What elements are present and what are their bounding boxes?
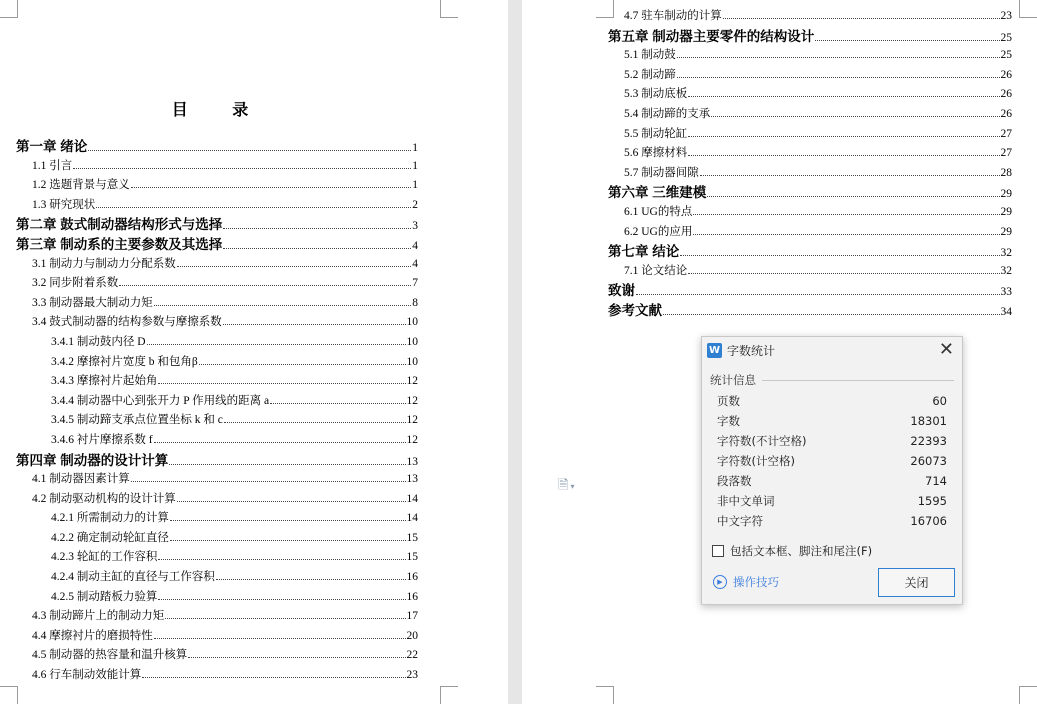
toc-entry[interactable]	[16, 529, 418, 549]
toc-entry-page: 33	[1000, 286, 1012, 299]
toc-entry-page: 34	[1000, 305, 1012, 318]
play-icon: ▶	[713, 575, 727, 589]
stat-value: 16706	[910, 514, 947, 528]
toc-dot-leader	[147, 344, 406, 345]
toc-dot-leader	[815, 40, 999, 41]
toc-dot-leader	[693, 234, 999, 235]
toc-entry[interactable]	[608, 66, 1012, 86]
toc-entry-page: 13	[406, 473, 418, 486]
document-options-button[interactable]	[558, 476, 574, 498]
toc-entry-title: 3.4.4 制动器中心到张开力 P 作用线的距离 a	[51, 394, 270, 407]
toc-entry-title: 4.2.4 制动主缸的直径与工作容积	[51, 571, 215, 584]
toc-entry[interactable]	[16, 372, 418, 392]
toc-dot-leader	[154, 305, 412, 306]
toc-entry[interactable]	[16, 470, 418, 490]
toc-entry[interactable]	[16, 255, 418, 275]
toc-entry-title: 3.4 鼓式制动器的结构参数与摩擦系数	[32, 316, 222, 329]
toc-entry[interactable]	[16, 627, 418, 647]
toc-entry-page: 29	[1000, 205, 1012, 218]
toc-entry-title: 5.2 制动蹄	[624, 68, 676, 81]
toc-entry-title: 1.2 选题背景与意义	[32, 179, 130, 192]
toc-dot-leader	[177, 266, 412, 267]
stat-row	[717, 391, 947, 411]
crop-mark	[440, 0, 458, 18]
toc-entry-title: 第六章 三维建模	[608, 185, 707, 201]
toc-entry-title: 3.4.2 摩擦衬片宽度 b 和包角β	[51, 355, 198, 368]
stats-list	[717, 391, 947, 531]
toc-entry[interactable]	[608, 125, 1012, 145]
toc-entry[interactable]	[16, 451, 418, 471]
toc-entry-page: 23	[1000, 10, 1012, 22]
toc-entry-title: 1.1 引言	[32, 159, 73, 172]
toc-entry-page: 4	[412, 257, 418, 270]
toc-entry[interactable]	[608, 27, 1012, 47]
toc-entry[interactable]	[16, 607, 418, 627]
toc-entry-page: 25	[1000, 31, 1012, 44]
toc-entry-page: 16	[406, 590, 418, 603]
toc-dot-leader	[663, 314, 1000, 315]
toc-entry-page: 10	[406, 355, 418, 368]
toc-entry[interactable]	[16, 568, 418, 588]
toc-dot-leader	[636, 294, 1000, 295]
toc-entry-page: 1	[412, 179, 418, 192]
toc-dot-leader	[688, 273, 999, 274]
toc-dot-leader	[88, 150, 411, 151]
stat-value: 22393	[910, 434, 947, 448]
toc-entry-page: 29	[1000, 225, 1012, 238]
stat-row	[717, 431, 947, 451]
toc-entry-page: 10	[406, 335, 418, 348]
toc-entry-page: 29	[1000, 188, 1012, 201]
toc-entry-page: 17	[406, 610, 418, 623]
toc-entry-title: 第二章 鼓式制动器结构形式与选择	[16, 217, 223, 233]
dialog-title: 字数统计	[727, 343, 776, 358]
toc-entry-page: 1	[412, 142, 418, 154]
toc-dot-leader	[165, 618, 405, 619]
toc-entry[interactable]	[608, 203, 1012, 223]
toc-entry-page: 20	[406, 629, 418, 642]
stat-label: 字数	[717, 414, 740, 428]
toc-entry[interactable]	[16, 235, 418, 255]
close-button[interactable]: 关闭	[878, 568, 955, 597]
toc-entry-title: 致谢	[608, 283, 635, 299]
toc-dot-leader	[142, 677, 405, 678]
toc-dot-leader	[711, 116, 999, 117]
toc-entry-page: 4	[412, 239, 418, 252]
toc-entry-title: 6.1 UG的特点	[624, 205, 693, 218]
toc-entry[interactable]	[16, 215, 418, 235]
toc-dot-leader	[158, 599, 405, 600]
toc-entry-title: 3.3 制动器最大制动力矩	[32, 296, 153, 309]
crop-mark	[1019, 0, 1037, 18]
toc-entry-page: 2	[412, 198, 418, 211]
toc-entry-title: 5.7 制动器间隙	[624, 166, 699, 179]
toc-entry-page: 32	[1000, 264, 1012, 277]
toc-entry-title: 4.7 驻车制动的计算	[624, 10, 722, 22]
toc-entry-title: 3.2 同步附着系数	[32, 277, 119, 290]
toc-entry[interactable]	[608, 85, 1012, 105]
toc-entry-title: 1.3 研究现状	[32, 198, 96, 211]
toc-dot-leader	[158, 559, 405, 560]
stat-value: 26073	[910, 454, 947, 468]
toc-dot-leader	[199, 364, 406, 365]
toc-entry[interactable]	[16, 431, 418, 451]
toc-entry-page: 26	[1000, 68, 1012, 81]
toc-entry[interactable]	[16, 313, 418, 333]
toc-entry-title: 5.4 制动蹄的支承	[624, 107, 711, 120]
toc-dot-leader	[188, 657, 405, 658]
toc-entry[interactable]	[16, 157, 418, 177]
toc-dot-leader	[688, 155, 999, 156]
toc-dot-leader	[677, 77, 1000, 78]
toc-entry-page: 14	[406, 512, 418, 525]
toc-entry-page: 26	[1000, 88, 1012, 101]
toc-entry[interactable]	[608, 7, 1012, 27]
stats-group	[710, 372, 954, 388]
include-textbox-label: 包括文本框、脚注和尾注(F)	[730, 544, 873, 558]
stat-label: 段落数	[717, 474, 752, 488]
toc-dot-leader	[158, 383, 405, 384]
toc-entry-title: 7.1 论文结论	[624, 264, 688, 277]
toc-entry-title: 参考文献	[608, 302, 662, 318]
page-gutter	[508, 0, 522, 704]
include-textbox-checkbox[interactable]	[712, 545, 724, 557]
toc-entry-page: 12	[406, 414, 418, 427]
toc-entry[interactable]	[16, 411, 418, 431]
toc-entry-page: 12	[406, 433, 418, 446]
toc-entry-page: 23	[406, 669, 418, 682]
crop-mark	[0, 686, 18, 704]
toc-entry-page: 7	[412, 277, 418, 290]
toc-entry[interactable]	[608, 105, 1012, 125]
toc-dot-leader	[693, 214, 999, 215]
close-icon[interactable]: ✕	[938, 339, 954, 360]
toc-entry[interactable]	[608, 242, 1012, 262]
include-textbox-option[interactable]	[712, 543, 872, 559]
toc-entry[interactable]	[608, 223, 1012, 243]
toc-entry[interactable]	[608, 144, 1012, 164]
toc-dot-leader	[154, 442, 406, 443]
toc-dot-leader	[170, 520, 406, 521]
toc-entry-title: 4.3 制动蹄片上的制动力矩	[32, 610, 165, 623]
tips-label: 操作技巧	[733, 575, 779, 589]
toc-entry-title: 3.4.3 摩擦衬片起始角	[51, 375, 158, 388]
toc-entry[interactable]	[16, 137, 418, 157]
toc-dot-leader	[223, 228, 411, 229]
toc-list-right	[608, 7, 1012, 321]
toc-entry[interactable]	[16, 196, 418, 216]
stat-row	[717, 511, 947, 531]
toc-entry[interactable]	[16, 588, 418, 608]
toc-entry-page: 27	[1000, 147, 1012, 160]
toc-entry[interactable]	[16, 490, 418, 510]
toc-entry[interactable]	[608, 262, 1012, 282]
toc-dot-leader	[131, 481, 406, 482]
toc-entry-title: 第一章 绪论	[16, 139, 88, 154]
toc-dot-leader	[177, 501, 406, 502]
toc-dot-leader	[216, 579, 406, 580]
toc-entry-title: 4.2 制动驱动机构的设计计算	[32, 492, 176, 505]
stat-label: 字符数(不计空格)	[717, 434, 807, 448]
stat-row	[717, 451, 947, 471]
toc-entry-title: 5.5 制动轮缸	[624, 127, 688, 140]
stats-group-label: 统计信息	[710, 373, 756, 387]
group-divider	[762, 380, 954, 381]
toc-entry-title: 第四章 制动器的设计计算	[16, 452, 169, 468]
toc-entry-title: 4.4 摩擦衬片的磨损特性	[32, 629, 153, 642]
toc-dot-leader	[96, 207, 411, 208]
toc-entry-page: 26	[1000, 107, 1012, 120]
stat-row	[717, 411, 947, 431]
toc-entry-title: 6.2 UG的应用	[624, 225, 693, 238]
stat-value: 714	[925, 474, 947, 488]
toc-entry-title: 4.2.1 所需制动力的计算	[51, 512, 169, 525]
toc-entry-title: 5.6 摩擦材料	[624, 147, 688, 160]
toc-entry[interactable]	[16, 274, 418, 294]
toc-dot-leader	[154, 638, 406, 639]
toc-entry-title: 第三章 制动系的主要参数及其选择	[16, 236, 223, 252]
tips-link[interactable]	[713, 574, 779, 590]
toc-entry-title: 第五章 制动器主要零件的结构设计	[608, 28, 815, 44]
toc-entry[interactable]	[16, 392, 418, 412]
toc-entry-title: 4.2.2 确定制动轮缸直径	[51, 531, 169, 544]
toc-entry-page: 16	[406, 571, 418, 584]
toc-entry-title: 4.1 制动器因素计算	[32, 473, 130, 486]
toc-dot-leader	[680, 255, 999, 256]
toc-dot-leader	[131, 187, 412, 188]
stat-value: 18301	[910, 414, 947, 428]
toc-dot-leader	[677, 57, 1000, 58]
toc-dot-leader	[119, 285, 411, 286]
toc-entry-page: 3	[412, 220, 418, 233]
stat-label: 字符数(计空格)	[717, 454, 795, 468]
stat-value: 1595	[917, 494, 947, 508]
toc-entry-page: 1	[412, 159, 418, 172]
toc-entry-page: 14	[406, 492, 418, 505]
toc-entry-title: 4.6 行车制动效能计算	[32, 669, 142, 682]
toc-dot-leader	[688, 136, 999, 137]
stat-label: 页数	[717, 394, 740, 408]
toc-dot-leader	[224, 422, 406, 423]
toc-dot-leader	[223, 324, 406, 325]
toc-entry[interactable]	[16, 294, 418, 314]
toc-entry-page: 8	[412, 296, 418, 309]
toc-entry[interactable]	[16, 548, 418, 568]
toc-entry-page: 27	[1000, 127, 1012, 140]
toc-dot-leader	[723, 18, 1000, 19]
toc-entry-title: 3.4.6 衬片摩擦系数 f	[51, 433, 153, 446]
toc-entry-title: 4.5 制动器的热容量和温升核算	[32, 649, 188, 662]
toc-entry[interactable]	[608, 164, 1012, 184]
crop-mark	[596, 686, 614, 704]
toc-entry[interactable]	[16, 509, 418, 529]
toc-dot-leader	[707, 196, 999, 197]
toc-entry-page: 25	[1000, 49, 1012, 62]
toc-entry[interactable]	[608, 281, 1012, 301]
toc-entry-page: 10	[406, 316, 418, 329]
document-icon: 🗎	[558, 478, 569, 493]
toc-entry-title: 4.2.3 轮缸的工作容积	[51, 551, 158, 564]
toc-entry-page: 15	[406, 551, 418, 564]
word-count-dialog	[701, 336, 963, 605]
toc-entry-page: 15	[406, 531, 418, 544]
toc-entry-page: 12	[406, 375, 418, 388]
toc-dot-leader	[169, 464, 405, 465]
stat-row	[717, 471, 947, 491]
toc-entry[interactable]	[16, 176, 418, 196]
toc-entry[interactable]	[16, 646, 418, 666]
wps-logo-icon: W	[708, 344, 721, 356]
toc-entry[interactable]	[16, 353, 418, 373]
crop-mark	[0, 0, 18, 18]
toc-list-left	[16, 137, 418, 686]
crop-mark	[1019, 686, 1037, 704]
toc-entry-page: 32	[1000, 247, 1012, 260]
stat-label: 中文字符	[717, 514, 763, 528]
toc-entry[interactable]	[16, 666, 418, 686]
stat-value: 60	[932, 394, 947, 408]
toc-entry-title: 5.3 制动底板	[624, 88, 688, 101]
toc-entry-title: 3.4.1 制动鼓内径 D	[51, 335, 146, 348]
toc-entry-title: 4.2.5 制动踏板力验算	[51, 590, 158, 603]
toc-title: 目 录	[171, 102, 269, 119]
toc-entry[interactable]	[16, 333, 418, 353]
toc-entry[interactable]	[608, 46, 1012, 66]
toc-dot-leader	[700, 175, 1000, 176]
toc-dot-leader	[170, 540, 406, 541]
toc-dot-leader	[73, 168, 411, 169]
toc-dot-leader	[223, 248, 411, 249]
toc-dot-leader	[688, 96, 999, 97]
toc-entry-page: 28	[1000, 166, 1012, 179]
toc-entry-title: 第七章 结论	[608, 244, 680, 260]
stat-row	[717, 491, 947, 511]
toc-entry-title: 5.1 制动鼓	[624, 49, 676, 62]
toc-entry-title: 3.1 制动力与制动力分配系数	[32, 257, 176, 270]
crop-mark	[440, 686, 458, 704]
toc-entry-page: 22	[406, 649, 418, 662]
stat-label: 非中文单词	[717, 494, 775, 508]
dialog-header	[702, 337, 962, 363]
toc-entry[interactable]	[608, 301, 1012, 321]
toc-entry-page: 12	[406, 394, 418, 407]
toc-entry[interactable]	[608, 183, 1012, 203]
toc-entry-page: 13	[406, 455, 418, 468]
toc-entry-title: 3.4.5 制动蹄支承点位置坐标 k 和 c	[51, 414, 223, 427]
chevron-down-icon: ▾	[570, 482, 575, 491]
toc-dot-leader	[270, 403, 405, 404]
